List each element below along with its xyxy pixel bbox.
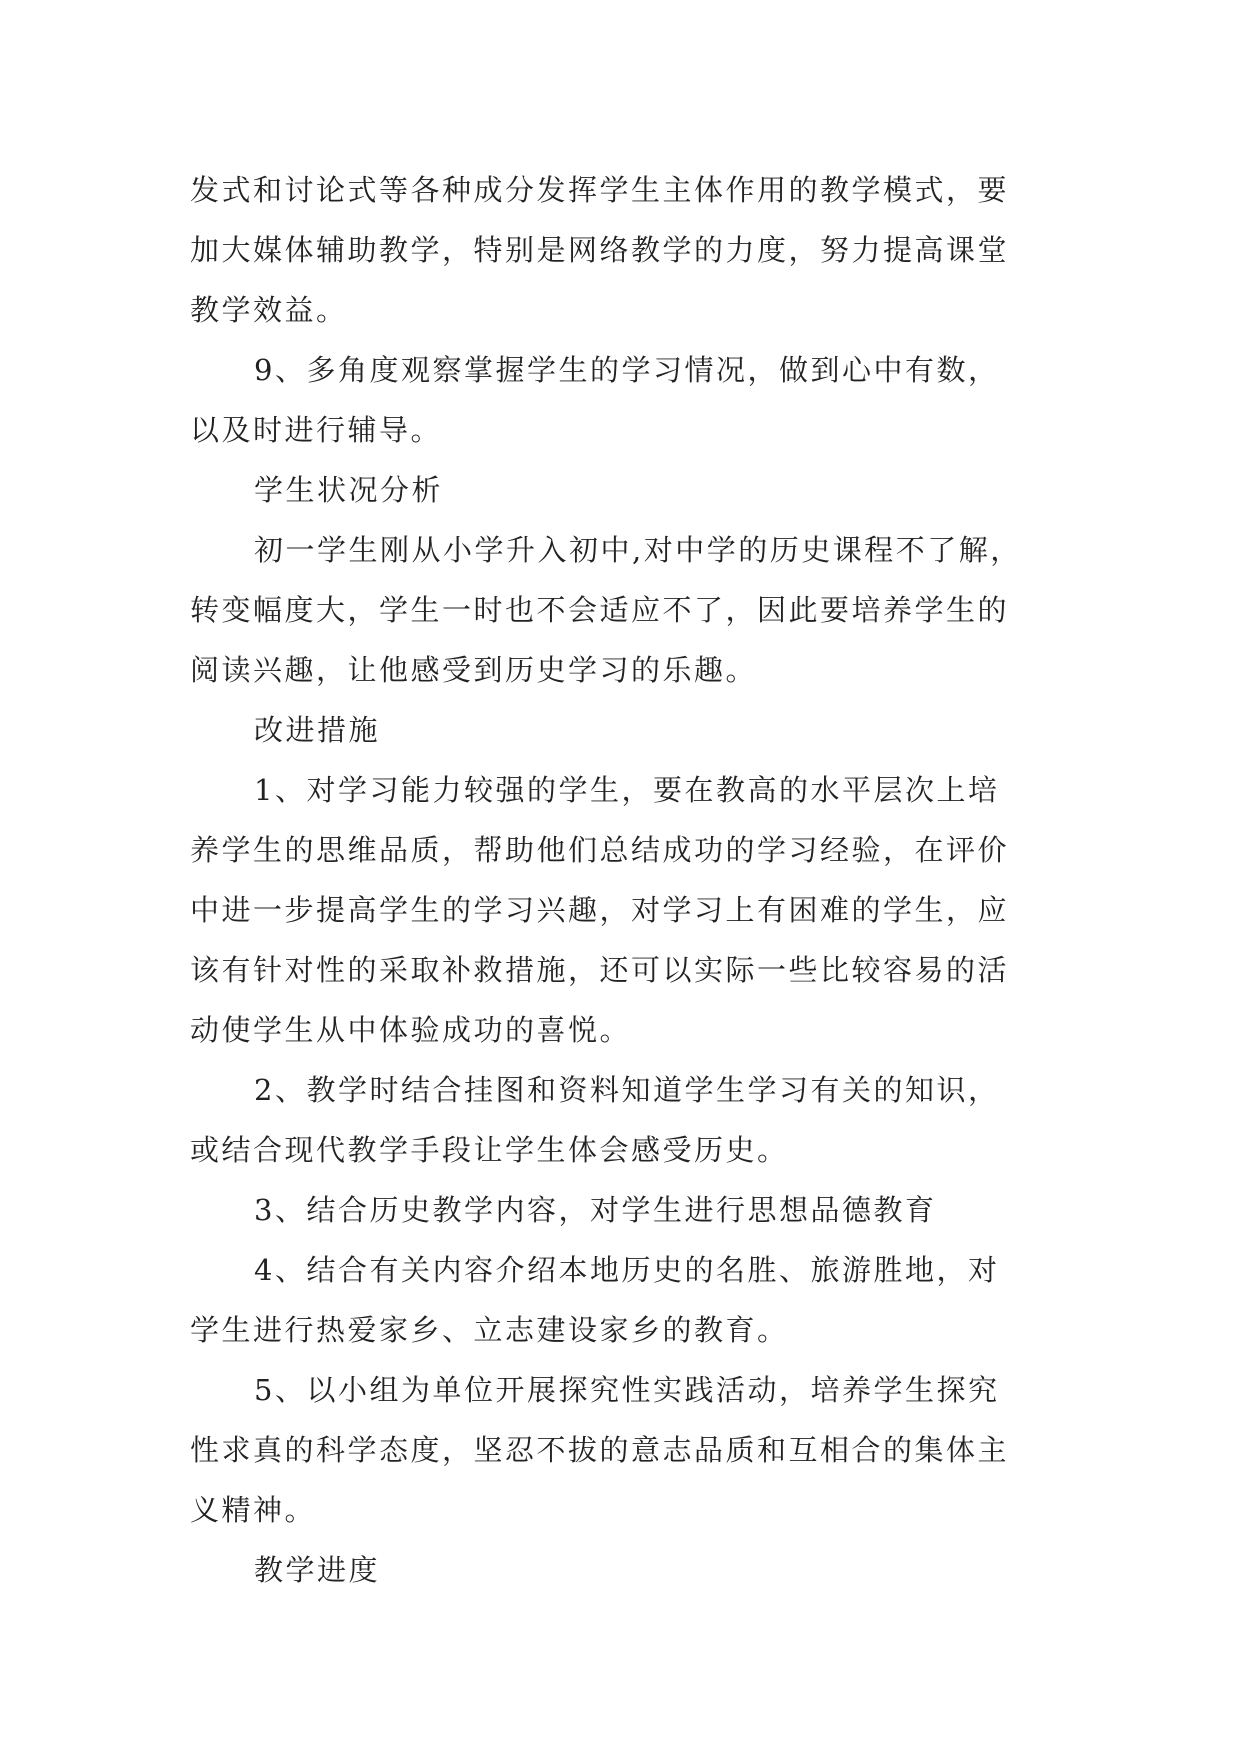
text-line: 5、以小组为单位开展探究性实践活动，培养学生探究 [254,1373,1000,1407]
text-line: 该有针对性的采取补救措施，还可以实际一些比较容易的活 [190,953,1010,987]
text-line: 3、结合历史教学内容，对学生进行思想品德教育 [254,1193,937,1227]
text-line: 2、教学时结合挂图和资料知道学生学习有关的知识， [254,1073,1000,1107]
text-line: 学生状况分析 [254,473,444,507]
text-line: 阅读兴趣，让他感受到历史学习的乐趣。 [190,653,758,687]
text-line: 以及时进行辅导。 [190,413,443,447]
text-line: 动使学生从中体验成功的喜悦。 [190,1013,632,1047]
text-line: 学生进行热爱家乡、立志建设家乡的教育。 [190,1313,789,1347]
text-line: 或结合现代教学手段让学生体会感受历史。 [190,1133,789,1167]
text-line: 教学效益。 [190,293,348,327]
text-line: 性求真的科学态度，坚忍不拔的意志品质和互相合的集体主 [190,1433,1010,1467]
text-line: 义精神。 [190,1493,317,1527]
text-line: 加大媒体辅助教学，特别是网络教学的力度，努力提高课堂 [190,233,1010,267]
text-line: 教学进度 [254,1553,381,1587]
text-line: 改进措施 [254,713,381,747]
text-line: 发式和讨论式等各种成分发挥学生主体作用的教学模式，要 [190,173,1010,207]
text-line: 初一学生刚从小学升入初中,对中学的历史课程不了解， [254,533,1022,567]
text-line: 养学生的思维品质，帮助他们总结成功的学习经验，在评价 [190,833,1010,867]
text-line: 1、对学习能力较强的学生，要在教高的水平层次上培 [254,773,1000,807]
text-line: 9、多角度观察掌握学生的学习情况，做到心中有数， [254,353,1000,387]
text-line: 转变幅度大，学生一时也不会适应不了，因此要培养学生的 [190,593,1010,627]
document-body [190,160,1050,1600]
text-line: 中进一步提高学生的学习兴趣，对学习上有困难的学生，应 [190,893,1010,927]
text-line: 4、结合有关内容介绍本地历史的名胜、旅游胜地，对 [254,1253,1000,1287]
